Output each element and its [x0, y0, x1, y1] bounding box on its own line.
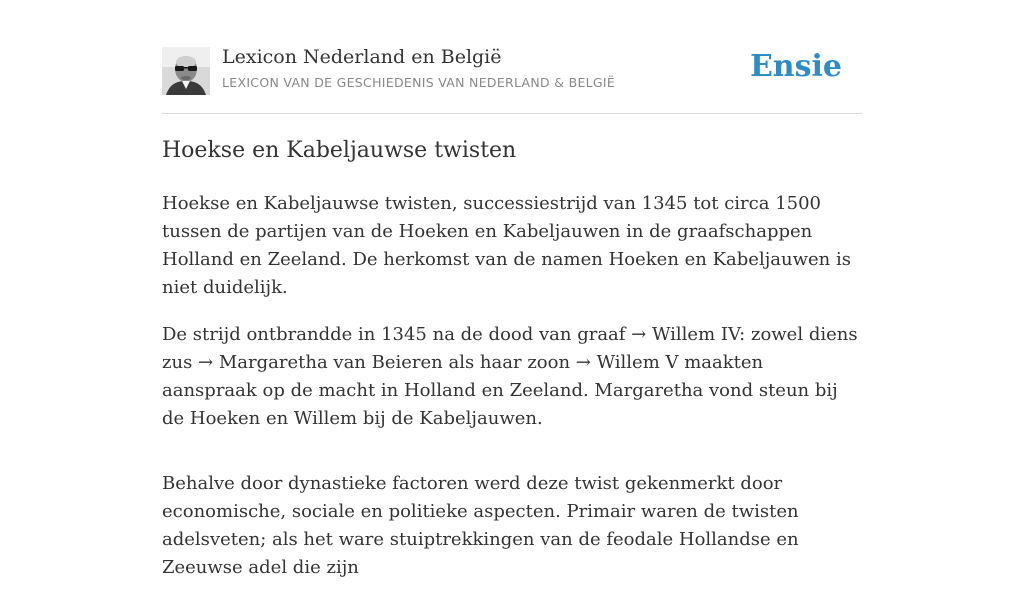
- paragraph-text: maakten aanspraak op de macht in Holland en Zeeland. Margaretha vond steun bij de Hoeken en Willem bij de Kabeljauwen.: [162, 352, 838, 429]
- link-willem-v[interactable]: → Willem V: [575, 352, 679, 373]
- link-margaretha-van-beieren[interactable]: → Margaretha van Beieren: [198, 352, 443, 373]
- article-title: Hoekse en Kabeljauwse twisten: [162, 138, 517, 163]
- link-willem-iv[interactable]: → Willem IV: [631, 324, 740, 345]
- site-header: [162, 0, 862, 114]
- article-paragraph-2: [162, 321, 862, 433]
- article-paragraph-1: Hoekse en Kabeljauwse twisten, successiestrijd van 1345 tot circa 1500 tussen de partijen van de Hoeken en Kabeljauwen in de graafschappen Holland en Zeeland. De herkomst van de namen Hoeken en Kabeljauwen is niet duidelijk.: [162, 193, 851, 298]
- article-paragraph-3: Behalve door dynastieke factoren werd deze twist gekenmerkt door economische, sociale en politieke aspecten. Primair waren de twisten adelsveten; als het ware stuiptrekkingen van de feodale Hollandse en Zeeuwse adel die zijn: [162, 473, 799, 578]
- author-avatar-icon: [162, 47, 210, 95]
- article-body: [162, 190, 862, 601]
- page-container: [162, 0, 862, 578]
- paragraph-text: als haar zoon: [442, 352, 576, 373]
- paragraph-text: : zowel diens zus: [162, 324, 858, 373]
- ensie-logo[interactable]: Ensie: [749, 49, 842, 84]
- site-subtitle: LEXICON VAN DE GESCHIEDENIS VAN NEDERLAND & BELGIË: [222, 75, 616, 90]
- paragraph-text: De strijd ontbrandde in 1345 na de dood van graaf: [162, 324, 632, 345]
- author-avatar[interactable]: [162, 47, 210, 95]
- site-title[interactable]: Lexicon Nederland en België: [222, 46, 502, 68]
